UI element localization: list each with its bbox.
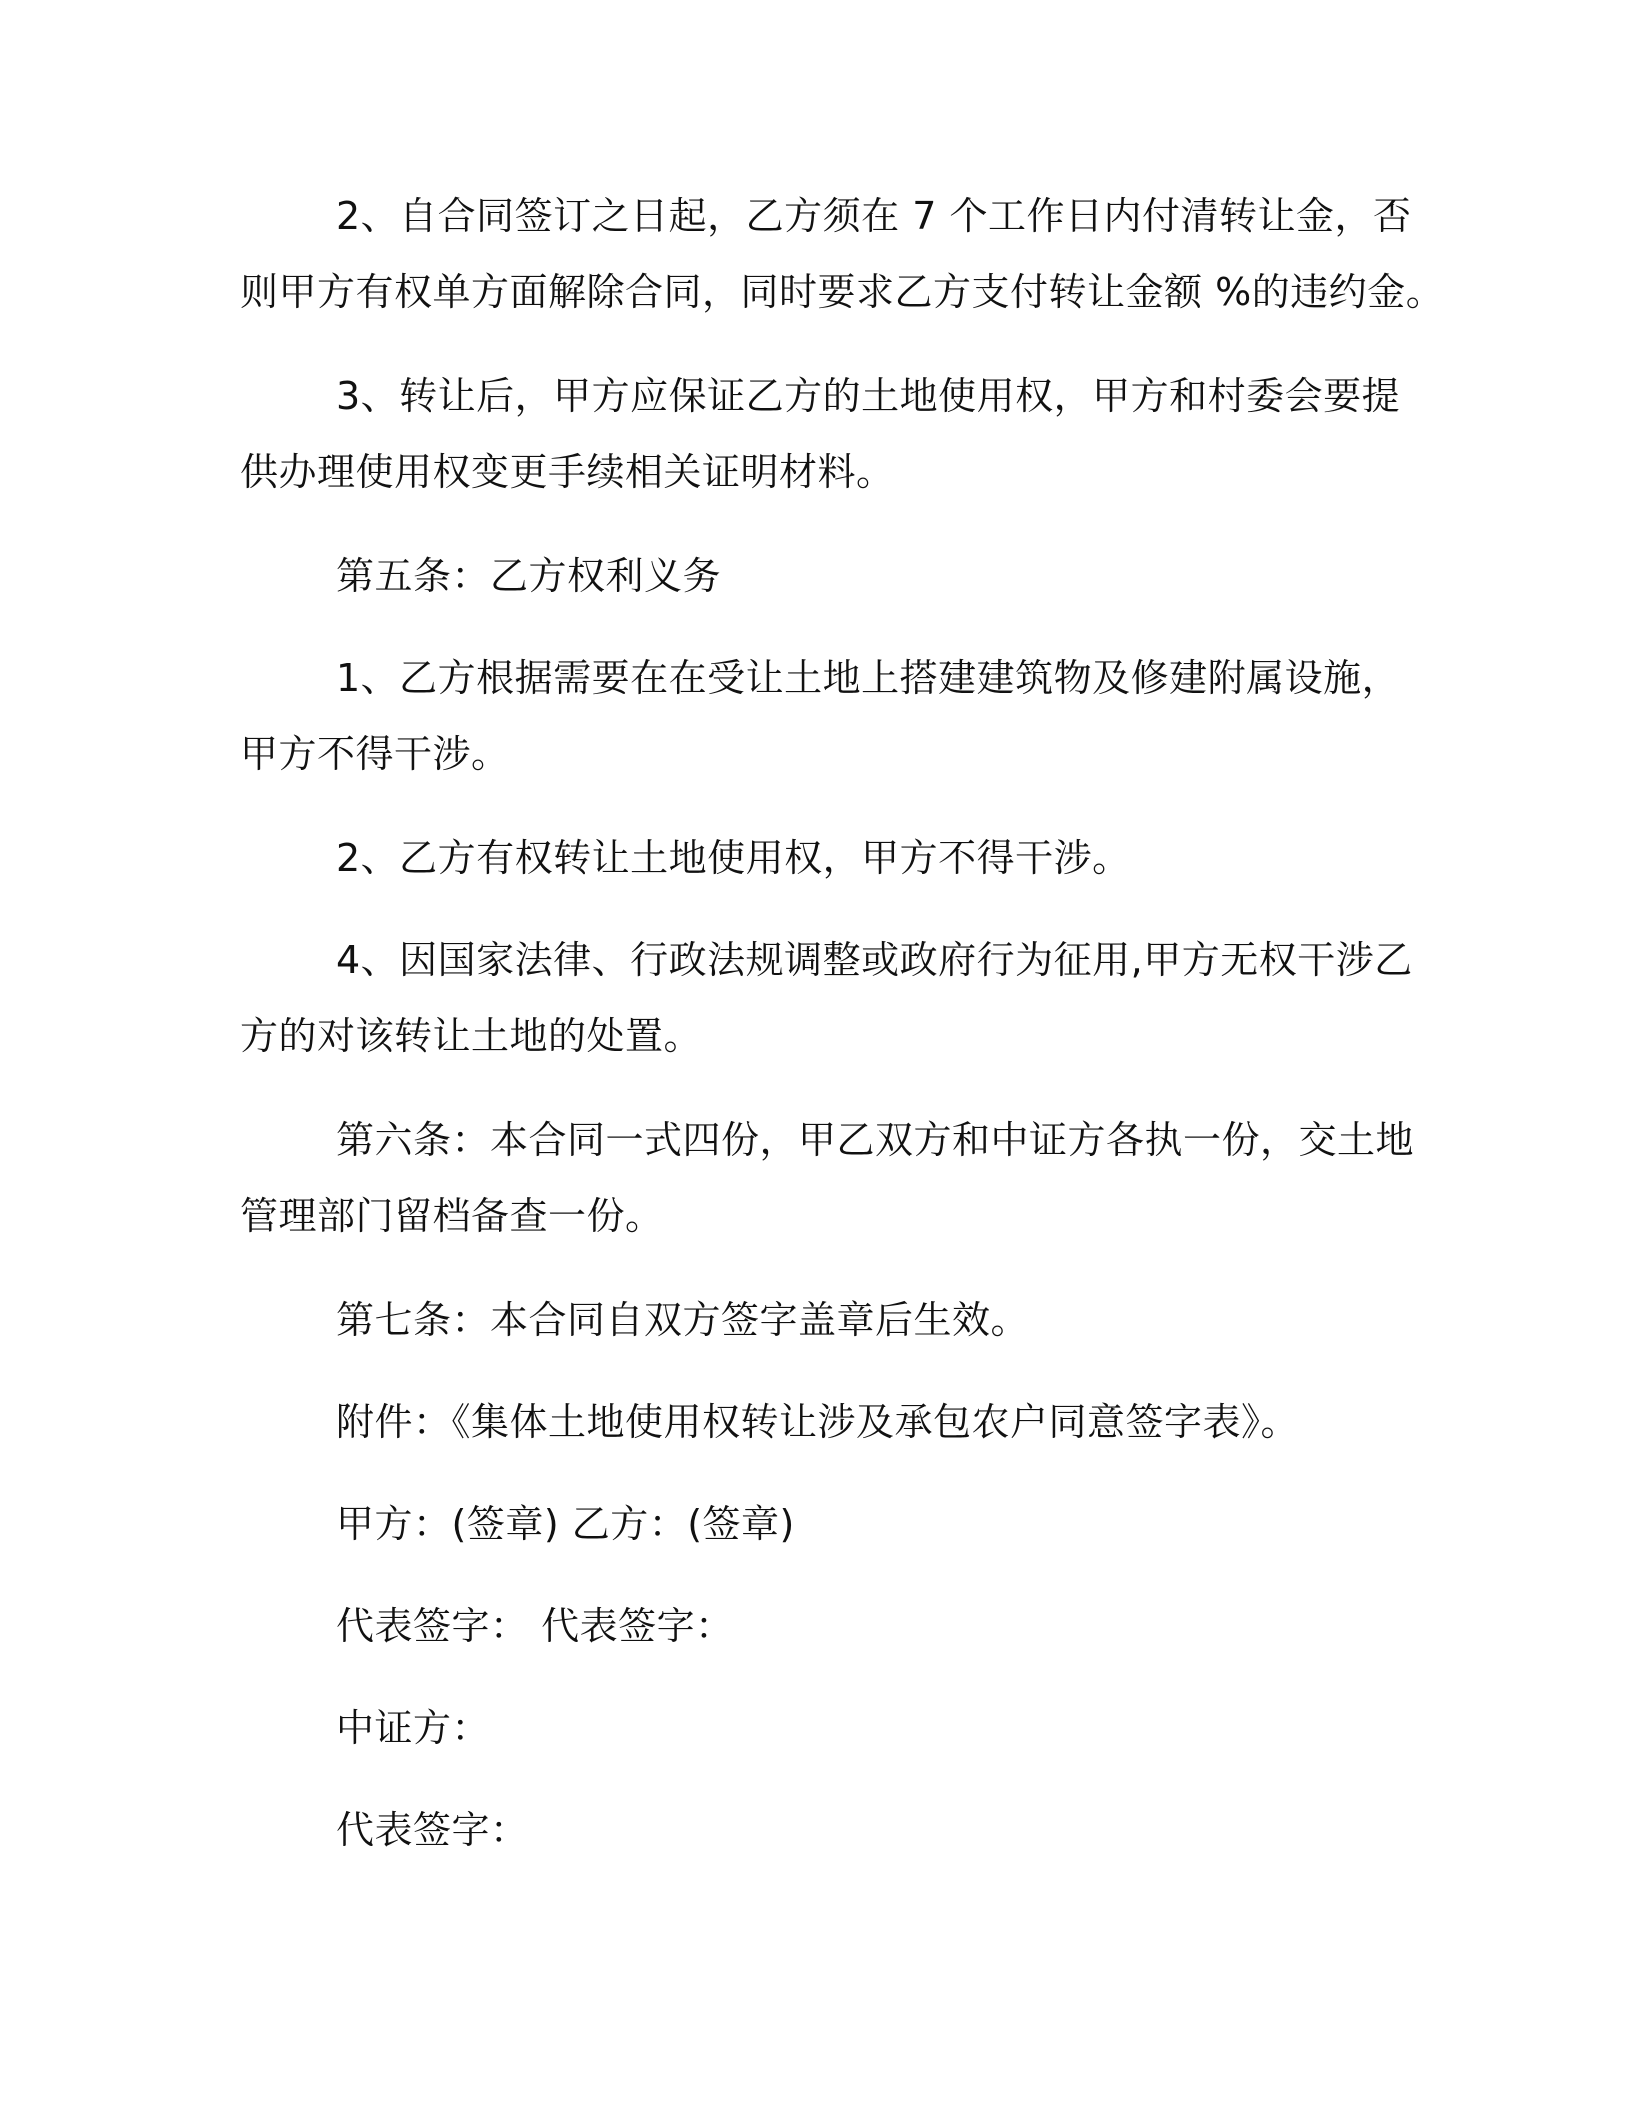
clause-4-item-2 bbox=[240, 178, 1445, 330]
clause-7: 第七条：本合同自双方签字盖章后生效。 bbox=[336, 1298, 1030, 1342]
text-line: 3、转让后，甲方应保证乙方的土地使用权，甲方和村委会要提 bbox=[336, 374, 1401, 418]
text-line: 方的对该转让土地的处置。 bbox=[240, 1014, 703, 1058]
attachment-line: 附件：《集体土地使用权转让涉及承包农户同意签字表》。 bbox=[336, 1400, 1300, 1444]
clause-4-item-3 bbox=[240, 358, 1410, 510]
text-line: 4、因国家法律、行政法规调整或政府行为征用,甲方无权干涉乙 bbox=[336, 938, 1413, 982]
clause-5-heading: 第五条：乙方权利义务 bbox=[336, 554, 722, 598]
text-line: 管理部门留档备查一份。 bbox=[240, 1194, 664, 1238]
text-line: 2、自合同签订之日起，乙方须在 7 个工作日内付清转让金，否 bbox=[336, 194, 1412, 238]
text-line: 甲方不得干涉。 bbox=[240, 732, 510, 776]
clause-5-item-2: 2、乙方有权转让土地使用权，甲方不得干涉。 bbox=[336, 836, 1131, 880]
text-line: 则甲方有权单方面解除合同，同时要求乙方支付转让金额 %的违约金。 bbox=[240, 270, 1445, 314]
clause-5-item-1 bbox=[240, 640, 1410, 792]
notary-representative-line: 代表签字： bbox=[336, 1808, 529, 1852]
text-line: 第六条：本合同一式四份，甲乙双方和中证方各执一份，交土地 bbox=[336, 1118, 1415, 1162]
text-line: 供办理使用权变更手续相关证明材料。 bbox=[240, 450, 895, 494]
parties-seal-line: 甲方：(签章) 乙方：(签章) bbox=[336, 1502, 795, 1546]
clause-6 bbox=[240, 1102, 1415, 1254]
text-line: 1、乙方根据需要在在受让土地上搭建建筑物及修建附属设施， bbox=[336, 656, 1401, 700]
clause-5-item-4 bbox=[240, 922, 1413, 1074]
representatives-signature-line: 代表签字： 代表签字： bbox=[336, 1604, 734, 1648]
notary-party-line: 中证方： bbox=[336, 1706, 491, 1750]
